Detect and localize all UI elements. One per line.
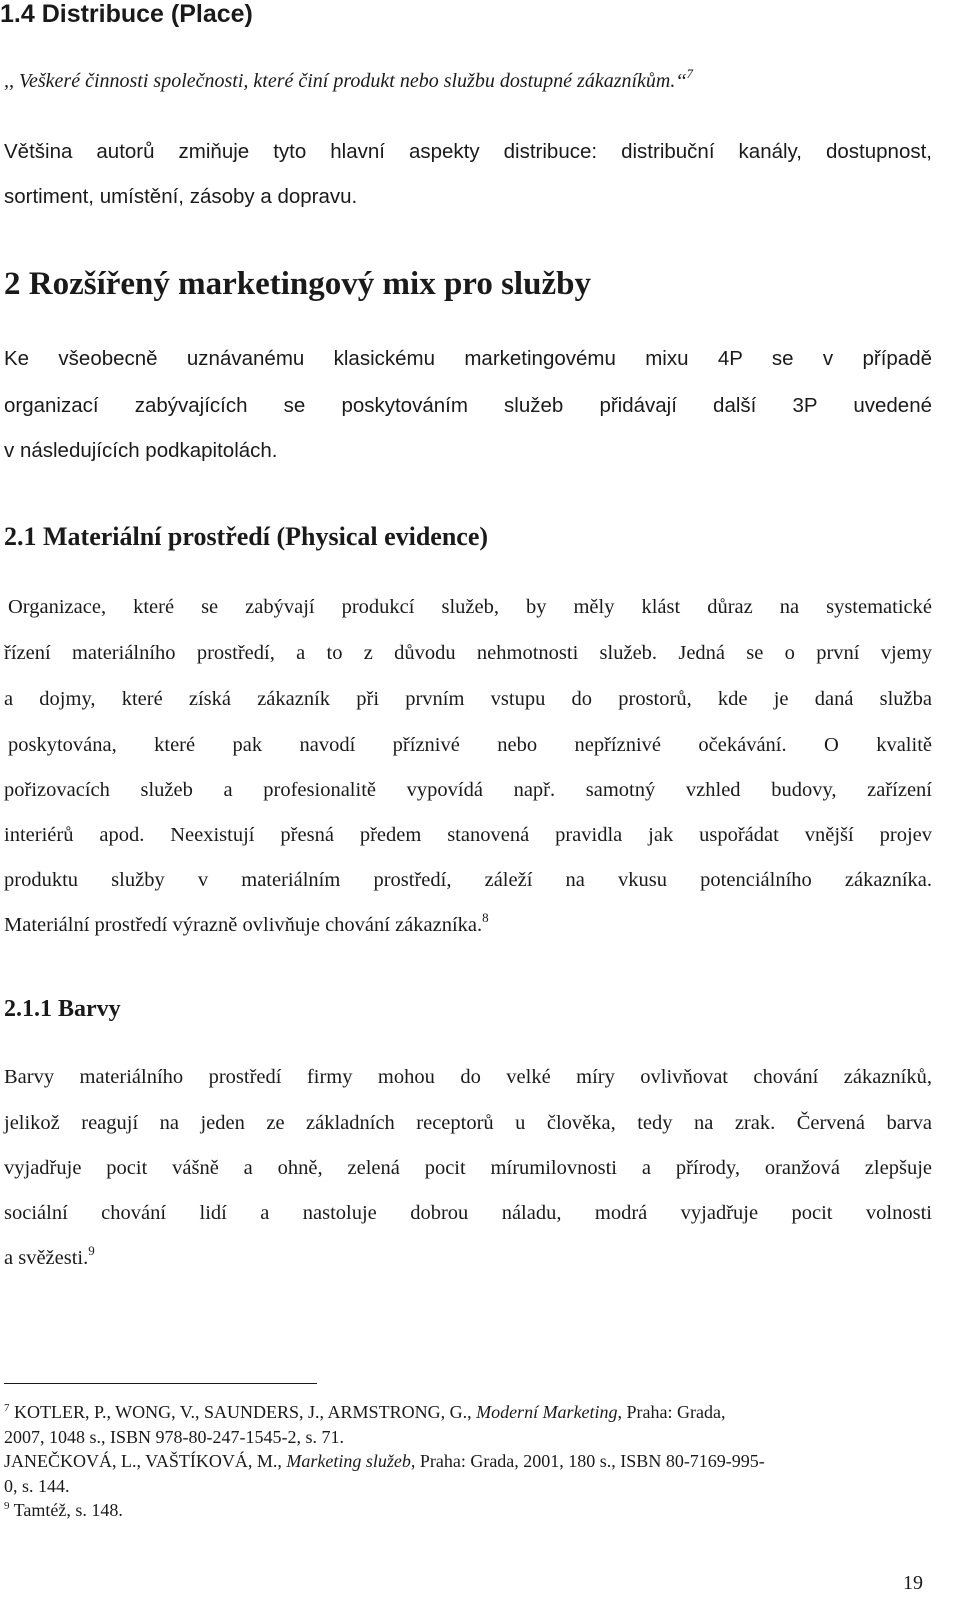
footnote-7 [4,1402,726,1423]
footnote-text: Tamtéž, s. 148. [9,1500,123,1520]
footnote-number: 7 [4,1402,10,1414]
paragraph-line: řízení materiálního prostředí, a to z důvodu nehmotnosti služeb. Jedná se o první vjemy [4,642,932,664]
footnote-9 [4,1500,123,1521]
chapter-heading-2: 2 Rozšířený marketingový mix pro služby [4,266,591,302]
paragraph-text: Materiální prostředí výrazně ovlivňuje chování zákazníka. [4,914,483,936]
footnote-8 [4,1451,765,1472]
footnote-8-line-2: 0, s. 144. [4,1476,70,1496]
paragraph-line: pořizovacích služeb a profesionalitě vypovídá např. samotný vzhled budovy, zařízení [4,779,932,801]
paragraph-line: a dojmy, které získá zákazník při prvním vstupu do prostorů, kde je daná služba [4,688,932,710]
quote-line [4,66,693,93]
paragraph-line: sociální chování lidí a nastoluje dobrou náladu, modrá vyjadřuje pocit volnosti [4,1202,932,1224]
footnote-ref-9: 9 [88,1243,95,1258]
paragraph-line: v následujících podkapitolách. [4,439,278,462]
paragraph-line: Barvy materiálního prostředí firmy mohou do velké míry ovlivňovat chování zákazníků, [4,1066,932,1088]
section-heading-1-4: 1.4 Distribuce (Place) [0,0,253,28]
subsection-heading-2-1-1: 2.1.1 Barvy [4,996,121,1022]
quote-text: ,, Veškeré činnosti společnosti, které činí produkt nebo službu dostupné zákazníkům.‘‘ [4,70,687,92]
footnote-title: Marketing služeb [286,1451,411,1471]
section-heading-2-1: 2.1 Materiální prostředí (Physical evidence) [4,522,489,551]
footnote-text: , Praha: Grada, [617,1402,726,1422]
footnote-ref-7: 7 [686,66,693,81]
footnote-ref-8: 8 [482,910,489,925]
paragraph-line: organizací zabývajících se poskytováním služeb přidávají další 3P uvedené [4,394,932,417]
paragraph-line: sortiment, umístění, zásoby a dopravu. [4,185,358,208]
page-number: 19 [903,1572,923,1594]
paragraph-line: Většina autorů zmiňuje tyto hlavní aspekty distribuce: distribuční kanály, dostupnost, [4,140,932,163]
paragraph-line: vyjadřuje pocit vášně a ohně, zelená pocit mírumilovnosti a přírody, oranžová zlepšuje [4,1157,932,1179]
paragraph-line: Organizace, které se zabývají produkcí služeb, by měly klást důraz na systematické [8,596,932,618]
paragraph-line [4,910,489,937]
paragraph-line: jelikož reagují na jeden ze základních receptorů u člověka, tedy na zrak. Červená barva [4,1112,932,1134]
footnote-separator [4,1383,317,1384]
footnote-title: Moderní Marketing [476,1402,618,1422]
paragraph-line: produktu služby v materiálním prostředí, záleží na vkusu potenciálního zákazníka. [4,869,932,891]
footnote-text: , Praha: Grada, 2001, 180 s., ISBN 80-7169-995- [410,1451,765,1471]
paragraph-line: poskytována, které pak navodí příznivé nebo nepříznivé očekávání. O kvalitě [8,734,932,756]
footnote-text: JANEČKOVÁ, L., VAŠTÍKOVÁ, M., [4,1451,287,1471]
paragraph-text: a svěžesti. [4,1247,89,1269]
paragraph-line [4,1243,95,1270]
paragraph-line: interiérů apod. Neexistují přesná předem stanovená pravidla jak uspořádat vnější projev [4,824,932,846]
footnote-text: KOTLER, P., WONG, V., SAUNDERS, J., ARMSTRONG, G., [9,1402,477,1422]
paragraph-line: Ke všeobecně uznávanému klasickému marketingovému mixu 4P se v případě [4,347,932,370]
footnote-7-line-2: 2007, 1048 s., ISBN 978-80-247-1545-2, s. 71. [4,1427,344,1447]
footnote-number: 9 [4,1500,10,1512]
